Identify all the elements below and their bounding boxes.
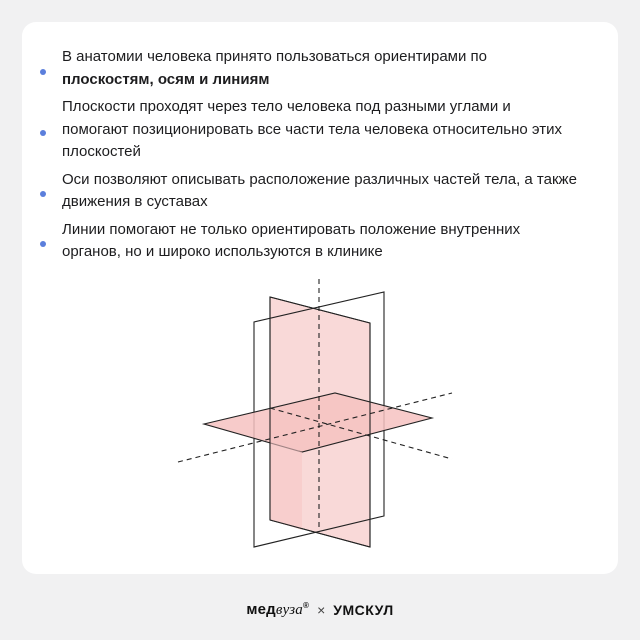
plane-horizontal <box>204 393 432 452</box>
bullet-bold-1: плоскостям, осям и линиям <box>62 70 270 88</box>
plane-back-lower <box>270 436 302 530</box>
brand-medvuza-logo: медвуза® <box>246 601 310 618</box>
bullet-text-1: В анатомии человека принято пользоваться ориентирами по <box>62 48 488 65</box>
brand-separator: × <box>317 602 326 618</box>
bullet-text-2: Плоскости проходят через тело человека под разными углами и помогают позиционировать все части тела человека относительно этих плоскостей <box>62 98 562 160</box>
footer-brands <box>0 598 640 622</box>
bullet-text-3: Оси позволяют описывать расположение различных частей тела, а также движения в суставах <box>62 170 577 210</box>
brand-umskul-logo: УМСКУЛ <box>333 602 394 618</box>
bullet-text-4: Линии помогают не только ориентировать положение внутренних органов, но и широко используются в клинике <box>62 220 521 260</box>
